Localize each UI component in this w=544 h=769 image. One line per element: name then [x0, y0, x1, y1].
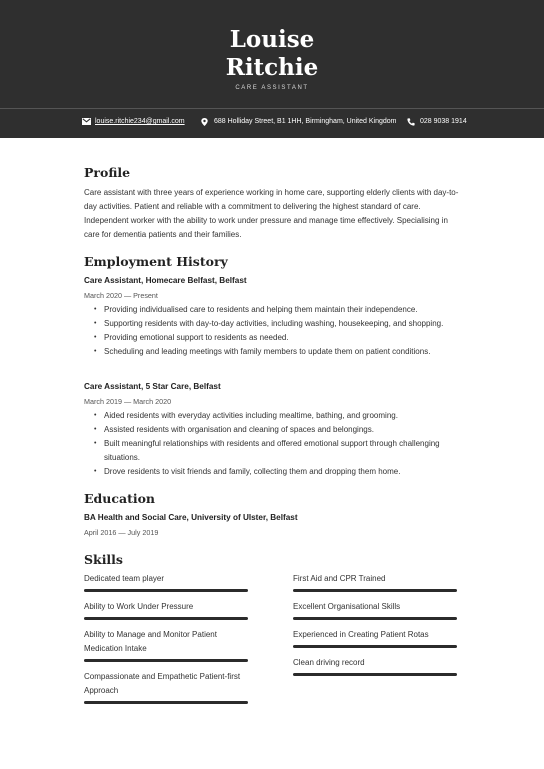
skill-item [84, 670, 248, 704]
skills-heading: Skills [84, 552, 123, 567]
skill-label: Dedicated team player [84, 574, 165, 583]
skill-bar [293, 589, 457, 592]
education-dates: April 2016 — July 2019 [84, 528, 159, 537]
location-pin-icon [201, 118, 208, 126]
skill-item [84, 600, 248, 620]
list-item: • Built meaningful relationships with residents and offered emotional support through challenging situations. [94, 437, 462, 465]
phone-icon [407, 118, 415, 126]
phone-text: 028 9038 1914 [420, 118, 467, 125]
degree-title: BA Health and Social Care, University of Ulster, Belfast [84, 513, 298, 522]
profile-text: Care assistant with three years of experience working in home care, supporting elderly clients with day-to-day activities. Patient and reliable with a commitment to delivering the highest standard of care. Independent worker with the ability to work under pressure and manage time effectively. Specialising in care for dementia patients and their families. [84, 188, 459, 239]
list-item: • Supporting residents with day-to-day activities, including washing, housekeeping, and shopping. [94, 317, 462, 331]
skill-bar [84, 617, 248, 620]
list-item: • Providing individualised care to residents and helping them maintain their independence. [94, 303, 462, 317]
skill-bar [84, 701, 248, 704]
skill-label: Clean driving record [293, 658, 365, 667]
job-duties-list [94, 303, 462, 359]
list-item: • Scheduling and leading meetings with family members to update them on patient conditions. [94, 345, 462, 359]
list-item: • Providing emotional support to residents as needed. [94, 331, 462, 345]
list-item: • Aided residents with everyday activities including mealtime, bathing, and grooming. [94, 409, 462, 423]
skill-item [293, 628, 457, 648]
skill-item [84, 628, 248, 662]
skill-label: Excellent Organisational Skills [293, 602, 401, 611]
job-dates: March 2020 — Present [84, 291, 158, 300]
profile-heading: Profile [84, 165, 131, 180]
skill-item [293, 600, 457, 620]
job-dates: March 2019 — March 2020 [84, 397, 172, 406]
skill-label: Compassionate and Empathetic Patient-first Approach [84, 672, 241, 695]
skill-label: First Aid and CPR Trained [293, 574, 386, 583]
job-title: Care Assistant, Homecare Belfast, Belfast [84, 276, 247, 285]
skill-bar [84, 589, 248, 592]
list-item: • Assisted residents with organisation and cleaning of spaces and belongings. [94, 423, 462, 437]
list-item: • Drove residents to visit friends and family, collecting them and dropping them home. [94, 465, 462, 479]
job-duties-list [94, 409, 462, 479]
resume-header [0, 0, 544, 108]
skill-item [293, 656, 457, 676]
education-heading: Education [84, 491, 156, 506]
employment-heading: Employment History [84, 254, 228, 269]
address-text: 688 Holliday Street, B1 1HH, Birmingham, United Kingdom [214, 118, 397, 125]
skill-bar [293, 673, 457, 676]
skill-item [84, 572, 248, 592]
contact-bar [0, 108, 544, 138]
skill-label: Experienced in Creating Patient Rotas [293, 630, 429, 639]
job-role: CARE ASSISTANT [235, 85, 309, 91]
last-name: Ritchie [225, 54, 319, 81]
job-title: Care Assistant, 5 Star Care, Belfast [84, 382, 221, 391]
envelope-icon [82, 118, 91, 125]
skill-bar [293, 645, 457, 648]
skill-bar [293, 617, 457, 620]
skill-label: Ability to Work Under Pressure [84, 602, 194, 611]
first-name: Louise [229, 26, 315, 53]
skill-bar [84, 659, 248, 662]
skill-label: Ability to Manage and Monitor Patient Medication Intake [84, 630, 217, 653]
email-link[interactable]: louise.ritchie234@gmail.com [95, 118, 185, 125]
skill-item [293, 572, 457, 592]
